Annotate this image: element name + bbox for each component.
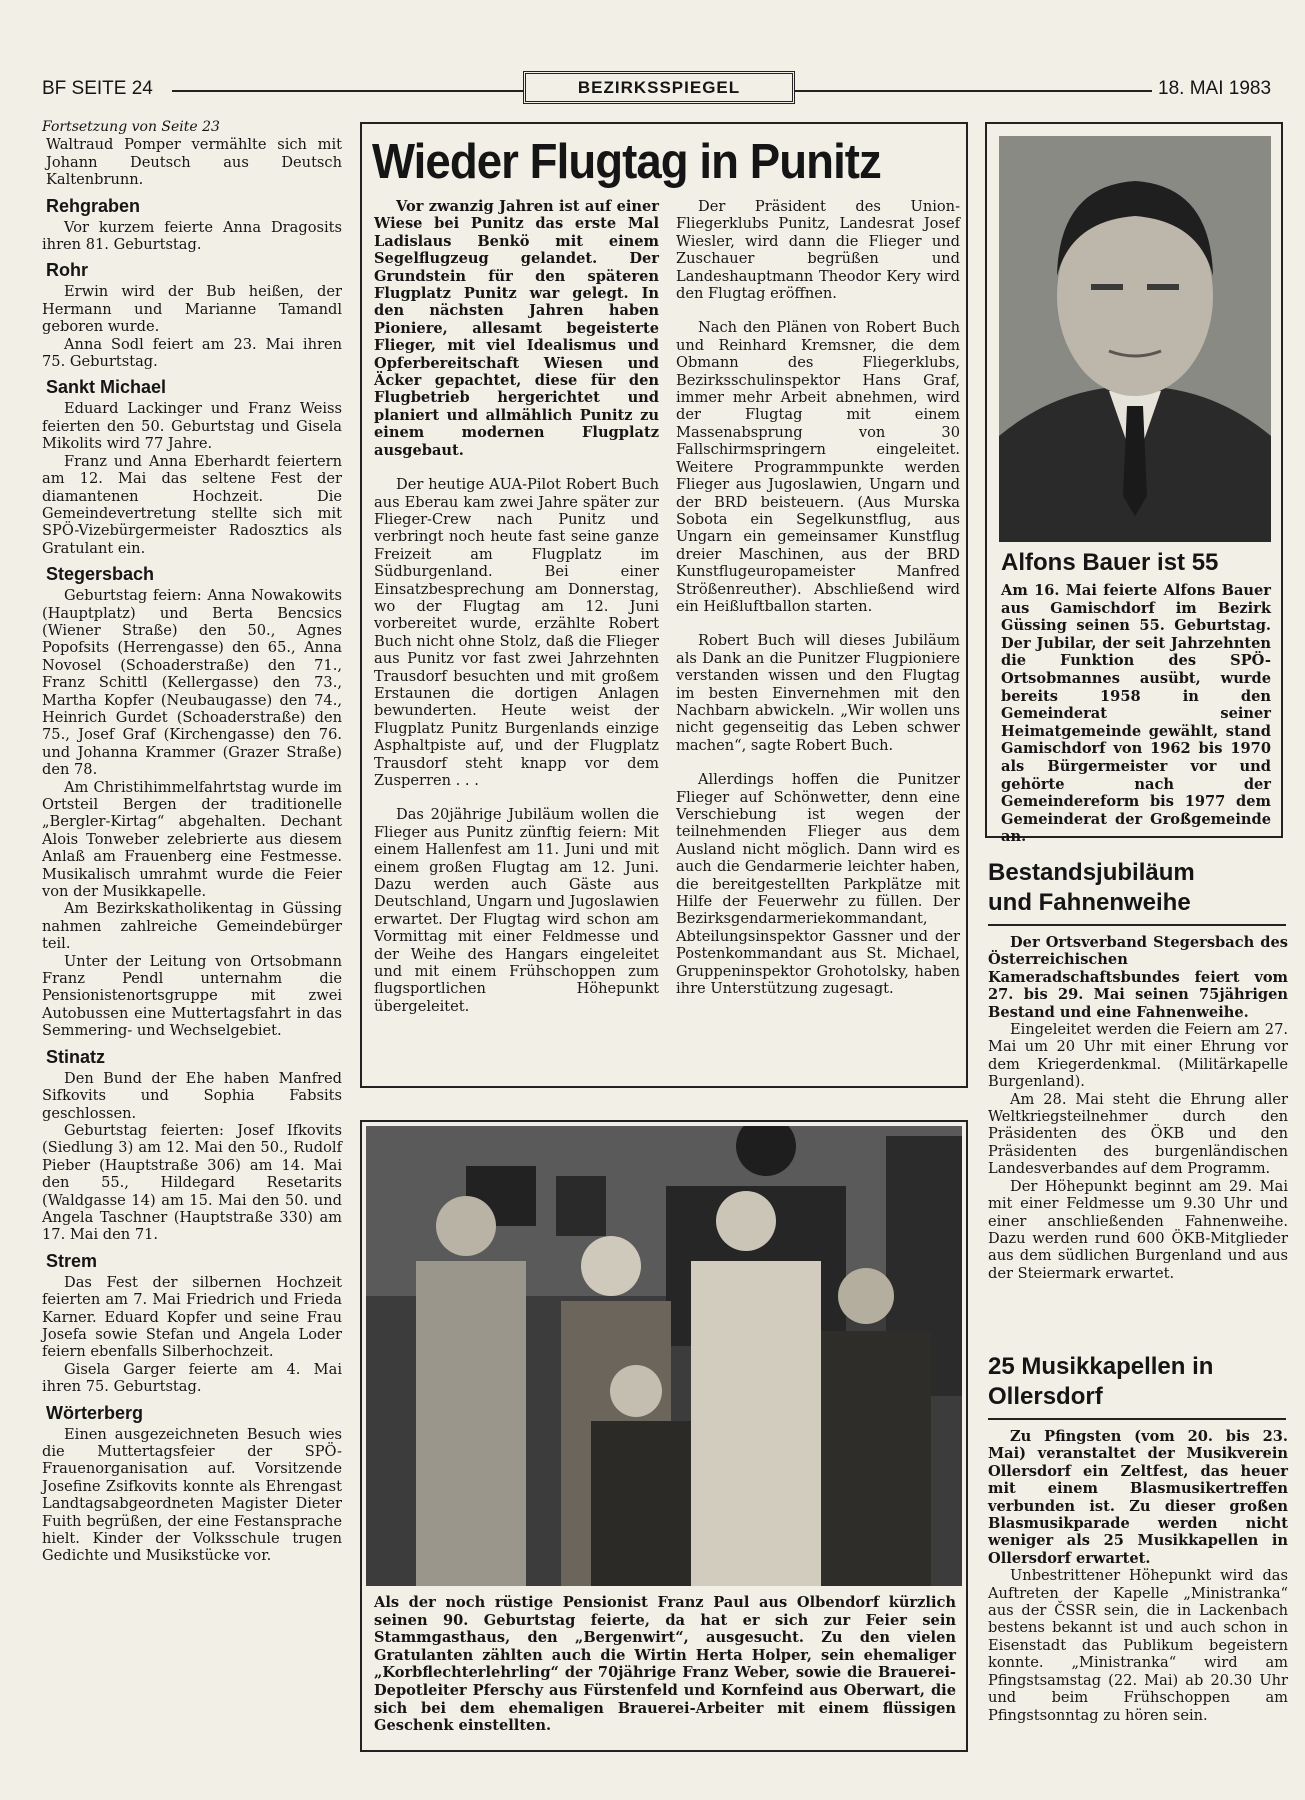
header-rule-right <box>795 90 1152 92</box>
article2-lead: Der Ortsverband Stegersbach des Österreichischen Kameradschaftsbundes feiert vom 27. bis 29. Mai seinen 75jährigen Bestand und eine Fahnenweihe. <box>988 934 1288 1021</box>
main-col2-p1: Der Präsident des Union-Fliegerklubs Punitz, Landesrat Josef Wiesler, wird dann die Flieger und Zuschauer begrüßen und Landeshauptmann Theodor Kery wird den Flugtag eröffnen. <box>676 198 960 303</box>
group-photo <box>366 1126 962 1586</box>
article-musikkapellen <box>988 1352 1288 1724</box>
main-headline: Wieder Flugtag in Punitz <box>372 135 881 189</box>
issue-date: 18. MAI 1983 <box>1158 78 1272 99</box>
group-photo-image <box>366 1126 962 1586</box>
section-paragraph: Geburtstag feiern: Anna Nowakowits (Hauptplatz) und Berta Bencsics (Wiener Straße) den 50., Agnes Popofsits (Herrengasse) den 65., Anna Novosel (Schoaderstraße) den 71., Franz Schittl (Kellergasse) den 73., Martha Kopfer (Neubaugasse) den 74., Heinrich Gurdet (Schoaderstraße) den 75., Josef Graf (Kirchengasse) den 76. und Johanna Krammer (Grazer Straße) den 78. <box>42 587 342 779</box>
section-paragraph: Franz und Anna Eberhardt feiertern am 12. Mai das seltene Fest der diamantenen Hochzeit. Die Gemeindevertretung stellte sich mit SPÖ-Vizebürgermeister Radosztics als Gratulant ein. <box>42 452 342 557</box>
section-paragraph: Eduard Lackinger und Franz Weiss feierten den 50. Geburtstag und Gisela Mikolits wird 77 Jahre. <box>42 400 342 453</box>
article3-lead: Zu Pfingsten (vom 20. bis 23. Mai) veranstaltet der Musikverein Ollersdorf ein Zeltfest, das heuer mit einem Blasmusikertreffen verbunden ist. Zu dieser großen Blasmusikparade werden nicht weniger als 25 Musikkapellen in Ollersdorf erwartet. <box>988 1428 1288 1567</box>
section-heading: Rehgraben <box>46 195 141 216</box>
article2-headline-line2: und Fahnenweihe <box>988 889 1191 916</box>
section-paragraph: Unter der Leitung von Ortsobmann Franz Pendl unternahm die Pensionistenortsgruppe mit zwei Autobussen eine Muttertagsfahrt in das Semmering- und Wechselgebiet. <box>42 952 342 1040</box>
main-col2-p3: Robert Buch will dieses Jubiläum als Dank an die Punitzer Flugpioniere verstanden wissen und den Flugtag im besten Einvernehmen mit den Nachbarn abwickeln. „Wir wollen uns nicht gegenseitig das Leben schwer machen“, sagte Robert Buch. <box>676 632 960 754</box>
section-paragraph: Am Bezirkskatholikentag in Güssing nahmen zahlreiche Gemeindebürger teil. <box>42 900 342 953</box>
main-col1-p2: Das 20jährige Jubiläum wollen die Flieger aus Punitz zünftig feiern: Mit einem Hallenfest am 11. Juni und mit einem großen Flugtag am 12. Juni. Dazu werden auch Gäste aus Deutschland, Ungarn und Jugoslawien erwartet. Der Flugtag wird schon am Vormittag mit einer Feldmesse und der Weihe des Hangars eingeleitet und mit einem Frühschoppen zum flugsportlichen Höhepunkt übergeleitet. <box>374 806 660 1015</box>
local-news-sections <box>42 195 342 1565</box>
section-heading: Strem <box>46 1250 98 1271</box>
article-bestandsjubilaeum <box>988 858 1288 1282</box>
article2-p1: Eingeleitet werden die Feiern am 27. Mai um 20 Uhr mit einer Ehrung vor dem Kriegerdenkmal. (Militärkapelle Burgenland). <box>988 1021 1288 1091</box>
article2-body <box>988 934 1288 1282</box>
main-article-col2 <box>676 198 960 997</box>
main-article-col1 <box>374 198 659 1015</box>
section-paragraph: Das Fest der silbernen Hochzeit feierten am 7. Mai Friedrich und Frieda Karner. Eduard Kopfer und seine Frau Josefa sowie Stefan und Angela Loder feiern ebenfalls Silberhochzeit. <box>42 1273 342 1361</box>
section-paragraph: Geburtstag feierten: Josef Ifkovits (Siedlung 3) am 12. Mai den 50., Rudolf Pieber (Hauptstraße 306) am 14. Mai den 55., Hildegard Resetarits (Waldgasse 14) am 15. Mai den 50. und Angela Taschner (Hauptstraße 330) am 17. Mai den 71. <box>42 1121 342 1244</box>
article2-headline-line1: Bestandsjubiläum <box>988 859 1195 886</box>
main-col1-p1: Der heutige AUA-Pilot Robert Buch aus Eberau kam zwei Jahre später zur Flieger-Crew nach Punitz und verbringt noch heute fast seine ganze Freizeit am Flugplatz im Südburgenland. Bei einer Einsatzbesprechung am Donnerstag, wo der Flugtag am 12. Juni vorbereitet wurde, erzählte Robert Buch nicht ohne Stolz, daß die Flieger aus Punitz vor fast zwei Jahrzehnten Trausdorf besuchten und mit großem Erstaunen die dortigen Anlagen bewunderten. Heute weist der Flugplatz Punitz Burgenlands einzige Asphaltpiste auf, und der Flugplatz Trausdorf steht knapp vor dem Zusperren . . . <box>374 476 659 789</box>
portrait-photo <box>999 136 1271 542</box>
left-column <box>42 119 342 1565</box>
article3-headline-line1: 25 Musikkapellen in <box>988 1353 1214 1380</box>
article2-p3: Der Höhepunkt beginnt am 29. Mai mit einer Feldmesse um 9.30 Uhr und einer anschließenden Fahnenweihe. Dazu werden rund 600 ÖKB-Mitglieder aus dem südlichen Burgenland und aus der Steiermark erwartet. <box>988 1177 1288 1282</box>
section-paragraph: Gisela Garger feierte am 4. Mai ihren 75. Geburtstag. <box>42 1360 342 1396</box>
intro-paragraph: Waltraud Pomper vermählte sich mit Johann Deutsch aus Deutsch Kaltenbrunn. <box>46 136 342 189</box>
article2-p2: Am 28. Mai steht die Ehrung aller Weltkriegsteilnehmer durch den Präsidenten des ÖKB und den Präsidenten des burgenländischen Landesverbandes auf dem Programm. <box>988 1090 1288 1178</box>
photo-caption: Als der noch rüstige Pensionist Franz Paul aus Olbendorf kürzlich seinen 90. Geburtstag feierte, da hat er sich zur Feier sein Stammgasthaus, den „Bergenwirt“, ausgesucht. Zu den vielen Gratulanten zählten auch die Wirtin Herta Holper, sein ehemaliger „Korbflechterlehrling“ der 70jährige Franz Weber, sowie die Brauerei-Depotleiter Pferschy aus Fürstenfeld und Kornfeind aus Oberwart, die sich bei dem ehemaligen Brauerei-Arbeiter mit einem flüssigen Geschenk einstellten. <box>374 1594 956 1735</box>
article3-body <box>988 1428 1288 1724</box>
article2-rule <box>988 924 1286 926</box>
article3-headline-line2: Ollersdorf <box>988 1383 1103 1410</box>
main-col2-p4: Allerdings hoffen die Punitzer Flieger auf Schönwetter, denn eine Verschiebung ist wegen der teilnehmenden Flieger aus dem Ausland nicht möglich. Dann wird es auch die Gendarmerie leichter haben, die bereitgestellten Parkplätze mit Hilfe der Feuerwehr zu füllen. Der Bezirksgendarmeriekommandant, Abteilungsinspektor Gassner und der Postenkommandant aus St. Michael, Gruppeninspektor Grohotolsky, haben ihre Unterstützung zugesagt. <box>676 771 960 998</box>
article3-p1: Unbestrittener Höhepunkt wird das Auftreten der Kapelle „Ministranka“ aus der ČSSR sein, die in Lackenbach bestens bekannt ist und auch schon in Eisenstadt das Publikum begeistern konnte. „Ministranka“ wird am Pfingstsamstag (22. Mai) ab 20.30 Uhr und beim Frühschoppen am Pfingstsonntag zu hören sein. <box>988 1567 1288 1724</box>
portrait-headline: Alfons Bauer ist 55 <box>1001 549 1219 576</box>
portrait-image <box>999 136 1271 542</box>
main-lead: Vor zwanzig Jahren ist auf einer Wiese bei Punitz das erste Mal Ladislaus Benkö mit einem Segelflugzeug gelandet. Der Grundstein für den späteren Flugplatz Punitz war gelegt. In den nächsten Jahren haben Pioniere, allesamt begeisterte Flieger, mit viel Idealismus und Opferbereitschaft Wiesen und Äcker gepachtet, diese für den Flugbetrieb hergerichtet und planiert und allmählich Punitz zu einem modernen Flugplatz ausgebaut. <box>374 198 659 459</box>
portrait-box <box>985 122 1283 846</box>
continuation-note: Fortsetzung von Seite 23 <box>42 119 220 135</box>
section-heading: Rohr <box>46 260 88 281</box>
section-paragraph: Vor kurzem feierte Anna Dragosits ihren 81. Geburtstag. <box>42 218 342 254</box>
section-title: BEZIRKSSPIEGEL <box>523 71 795 104</box>
main-article-box <box>360 122 968 1088</box>
section-paragraph: Anna Sodl feiert am 23. Mai ihren 75. Geburtstag. <box>42 335 342 371</box>
section-heading: Sankt Michael <box>46 377 167 398</box>
article3-rule <box>988 1418 1286 1420</box>
portrait-text: Am 16. Mai feierte Alfons Bauer aus Gamischdorf im Bezirk Güssing seinen 55. Geburtstag. Der Jubilar, der seit Jahrzehnten die Funktion des SPÖ-Ortsobmannes ausübt, wurde bereits 1958 in den Gemeinderat seiner Heimatgemeinde gewählt, stand Gamischdorf von 1962 bis 1970 als Bürgermeister vor und gehörte nach der Gemeindereform bis 1977 dem Gemeinderat der Großgemeinde an. <box>1001 582 1271 846</box>
section-heading: Wörterberg <box>46 1402 144 1423</box>
section-paragraph: Den Bund der Ehe haben Manfred Sifkovits und Sophia Fabsits geschlossen. <box>42 1069 342 1122</box>
section-paragraph: Erwin wird der Bub heißen, der Hermann und Marianne Tamandl geboren wurde. <box>42 283 342 336</box>
section-heading: Stinatz <box>46 1046 106 1067</box>
page-number: BF SEITE 24 <box>42 78 153 99</box>
photo-box <box>360 1120 968 1752</box>
section-paragraph: Einen ausgezeichneten Besuch wies die Muttertagsfeier der SPÖ-Frauenorganisation auf. Vorsitzende Josefine Zsifkovits konnte als Ehrengast Landtagsabgeordneten Magister Dieter Fuith begrüßen, der eine Festansprache hielt. Kinder der Volksschule trugen Gedichte und Musikstücke vor. <box>42 1425 342 1565</box>
section-paragraph: Am Christihimmelfahrtstag wurde im Ortsteil Bergen der traditionelle „Bergler-Kirtag“ abgehalten. Dechant Alois Tonweber zelebrierte aus diesem Anlaß am Frauenberg eine Festmesse. Musikalisch umrahmt wurde die Feier von der Musikkapelle. <box>42 778 342 901</box>
header-rule-left <box>172 90 523 92</box>
section-heading: Stegersbach <box>46 564 155 585</box>
main-col2-p2: Nach den Plänen von Robert Buch und Reinhard Kremsner, die dem Obmann des Fliegerklubs, Bezirksschulinspektor Hans Graf, immer mehr Arbeit abnehmen, wird der Flugtag mit einem Massenabsprung von 30 Fallschirmspringern eingeleitet. Weitere Programmpunkte werden Flieger aus Jugoslawien, Ungarn und der BRD beisteuern. (Aus Murska Sobota ein Segelkunstflug, aus Ungarn ein gemeinsamer Kunstflug dreier Maschinen, aus der BRD Kunstflugeuropameister Manfred Strößenreuther). Abschließend wird ein Heißluftballon starten. <box>676 319 960 615</box>
